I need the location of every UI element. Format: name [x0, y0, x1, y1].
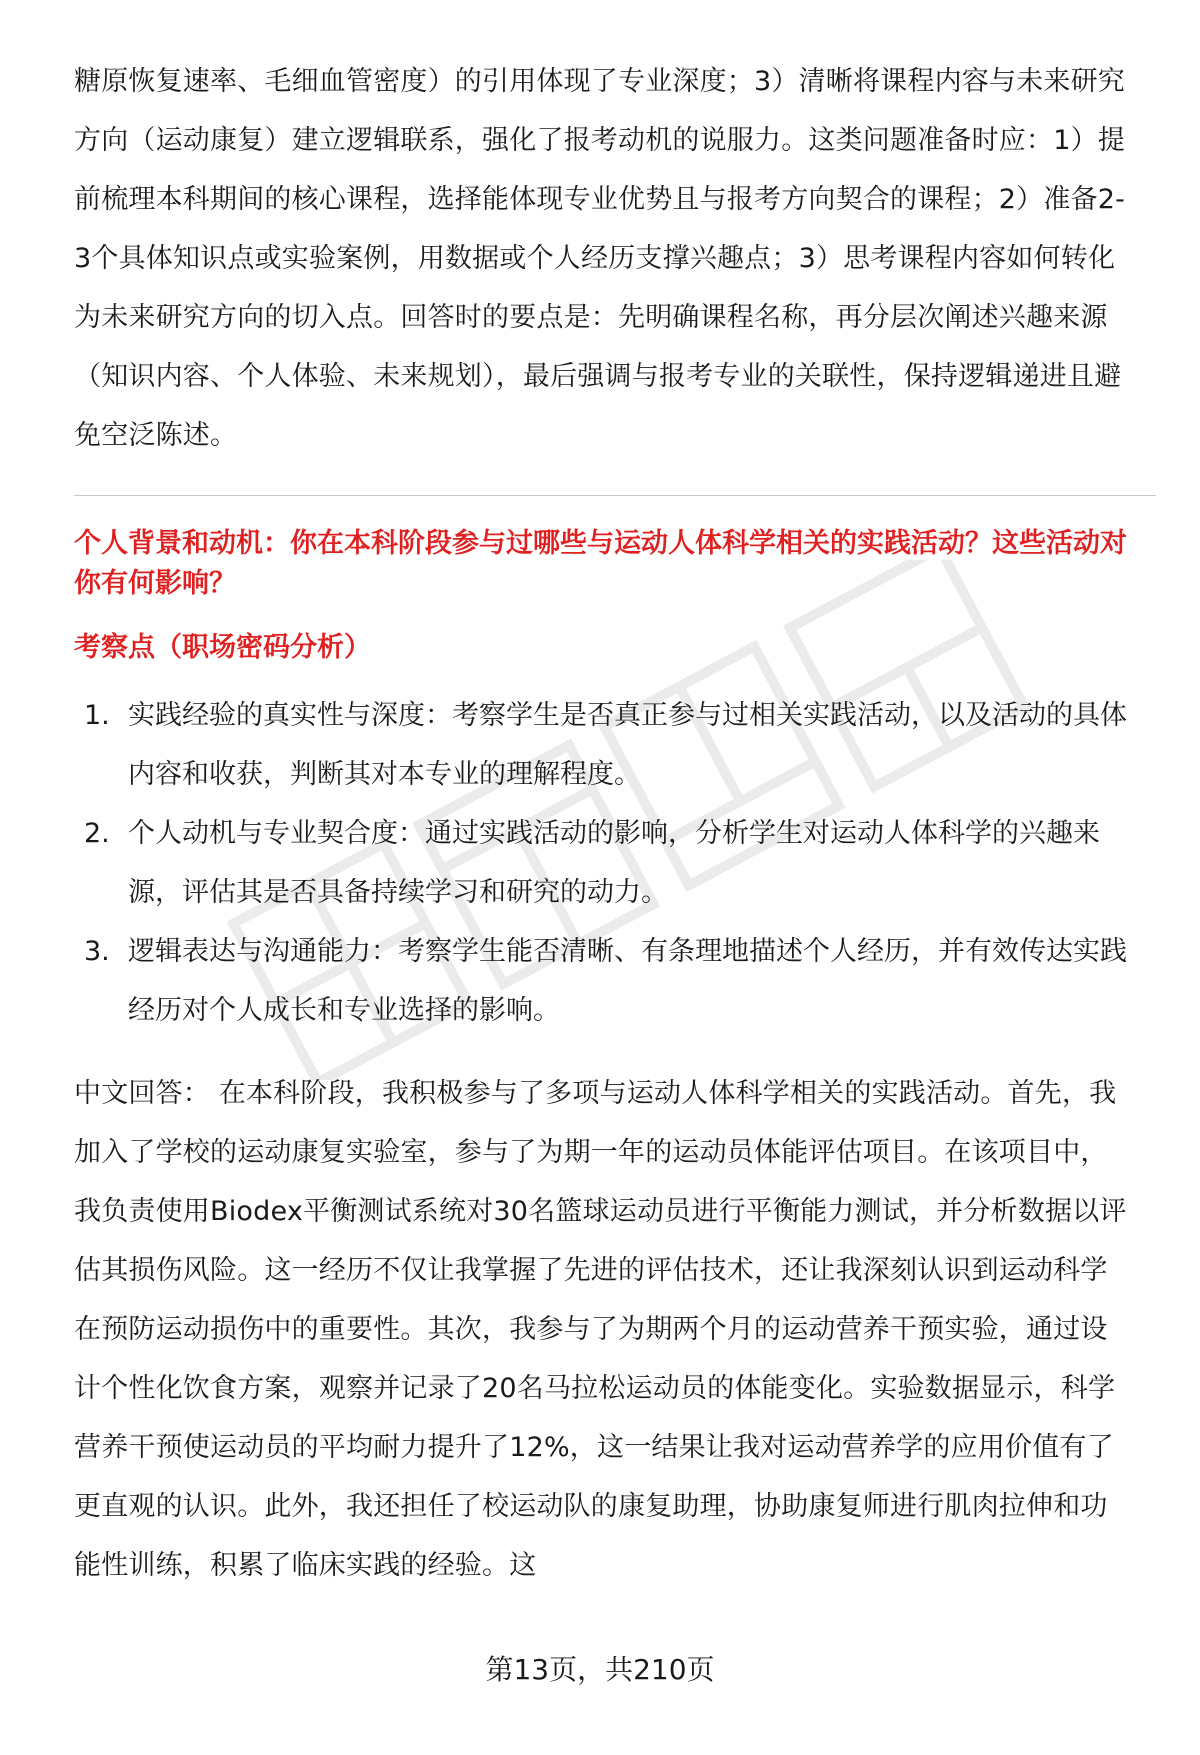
list-item-number: 1. — [84, 700, 110, 731]
intro-paragraph: 糖原恢复速率、毛细血管密度）的引用体现了专业深度；3）清晰将课程内容与未来研究方向（运动康复）建立逻辑联系，强化了报考动机的说服力。这类问题准备时应：1）提前梳理本科期间的核心课程，选择能体现专业优势且与报考方向契合的课程；2）准备2-3个具体知识点或实验案例，用数据或个人经历支撑兴趣点；3）思考课程内容如何转化为未来研究方向的切入点。回答时的要点是：先明确课程名称，再分层次阐述兴趣来源（知识内容、个人体验、未来规划），最后强调与报考专业的关联性，保持逻辑递进且避免空泛陈述。 — [74, 66, 1126, 451]
list-item-number: 2. — [84, 818, 110, 849]
list-item-text: 个人动机与专业契合度：通过实践活动的影响，分析学生对运动人体科学的兴趣来源，评估其是否具备持续学习和研究的动力。 — [128, 818, 1100, 908]
list-item-text: 逻辑表达与沟通能力：考察学生能否清晰、有条理地描述个人经历，并有效传达实践经历对个人成长和专业选择的影响。 — [128, 936, 1127, 1026]
list-item-text: 实践经验的真实性与深度：考察学生是否真正参与过相关实践活动，以及活动的具体内容和收获，判断其对本专业的理解程度。 — [128, 700, 1127, 790]
list-item — [74, 804, 1134, 922]
focus-heading: 考察点（职场密码分析） — [74, 632, 371, 663]
answer-paragraph: 中文回答： 在本科阶段，我积极参与了多项与运动人体科学相关的实践活动。首先，我加入了学校的运动康复实验室，参与了为期一年的运动员体能评估项目。在该项目中，我负责使用Biodex平衡测试系统对30名篮球运动员进行平衡能力测试，并分析数据以评估其损伤风险。这一经历不仅让我掌握了先进的评估技术，还让我深刻认识到运动科学在预防运动损伤中的重要性。其次，我参与了为期两个月的运动营养干预实验，通过设计个性化饮食方案，观察并记录了20名马拉松运动员的体能变化。实验数据显示，科学营养干预使运动员的平均耐力提升了12%，这一结果让我对运动营养学的应用价值有了更直观的认识。此外，我还担任了校运动队的康复助理，协助康复师进行肌肉拉伸和功能性训练，积累了临床实践的经验。这 — [74, 1078, 1127, 1581]
list-item-number: 3. — [84, 936, 110, 967]
question-heading: 个人背景和动机：你在本科阶段参与过哪些与运动人体科学相关的实践活动？这些活动对你有何影响？ — [74, 528, 1127, 599]
page-content — [74, 52, 1134, 1595]
focus-points-list — [74, 686, 1134, 1040]
section-divider — [74, 495, 1156, 496]
list-item — [74, 686, 1134, 804]
page-number-footer: 第13页，共210页 — [485, 1653, 715, 1686]
list-item — [74, 922, 1134, 1040]
